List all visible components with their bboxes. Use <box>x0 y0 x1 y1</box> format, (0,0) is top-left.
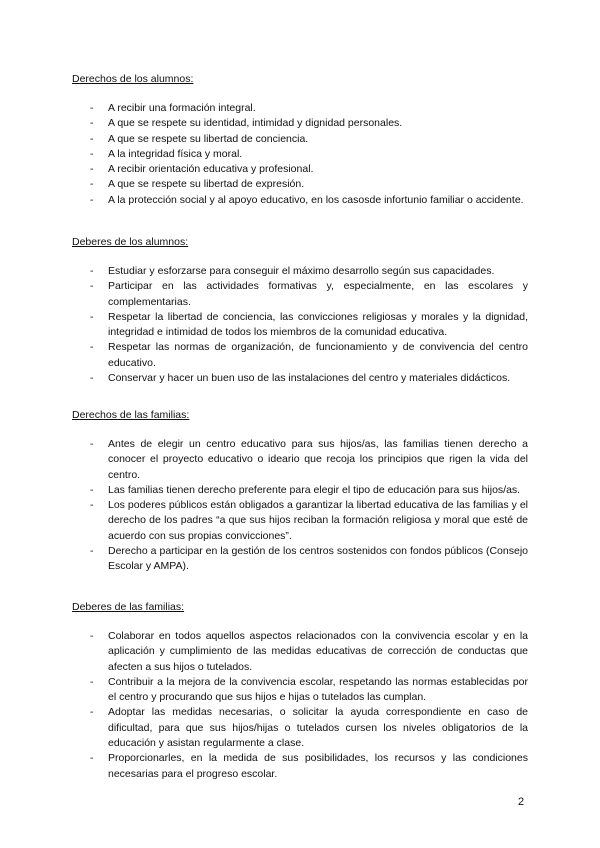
list-item: - Las familias tienen derecho preferente para elegir el tipo de educación para sus hijos/as. <box>72 483 528 498</box>
list-item: - Estudiar y esforzarse para conseguir el máximo desarrollo según sus capacidades. <box>72 264 528 279</box>
bullet-dash: - <box>90 483 94 496</box>
bullet-dash: - <box>90 117 94 130</box>
item-list <box>72 264 528 386</box>
section-deberes-alumnos <box>72 235 528 386</box>
list-item: - Conservar y hacer un buen uso de las instalaciones del centro y materiales didácticos. <box>72 371 528 386</box>
list-item: - A la integridad física y moral. <box>72 147 528 162</box>
bullet-dash: - <box>90 372 94 385</box>
item-list <box>72 101 528 208</box>
list-item: - Participar en las actividades formativas y, especialmente, en las escolares y complementarias. <box>90 280 528 308</box>
bullet-dash: - <box>90 438 94 450</box>
list-item: - Respetar las normas de organización, de funcionamiento y de convivencia del centro educativo. <box>90 341 528 369</box>
list-item: - Contribuir a la mejora de la convivencia escolar, respetando las normas establecidas por el centro y procurando que sus hijos e hijas o tutelados las cumplan. <box>90 675 528 704</box>
list-item: - A que se respete su libertad de conciencia. <box>72 132 528 147</box>
bullet-dash: - <box>90 752 94 765</box>
section-deberes-familias <box>72 600 528 782</box>
bullet-dash: - <box>90 147 94 160</box>
list-item: - Colaborar en todos aquellos aspectos relacionados con la convivencia escolar y en la aplicación y cumplimiento de las medidas educativas de corrección de conductas que afecten a sus hijos o tutelados. <box>90 630 528 673</box>
list-item: - Proporcionarles, en la medida de sus posibilidades, los recursos y las condiciones necesarias para el progreso escolar. <box>90 752 528 780</box>
list-item: - Antes de elegir un centro educativo para sus hijos/as, las familias tienen derecho a conocer el proyecto educativo o ideario que recoja los principios que rigen la vida del centro. <box>90 438 528 481</box>
bullet-dash: - <box>90 706 94 719</box>
bullet-dash: - <box>90 193 94 206</box>
item-list <box>72 629 528 782</box>
item-list <box>72 437 528 575</box>
bullet-dash: - <box>90 545 94 558</box>
bullet-dash: - <box>90 341 94 354</box>
bullet-dash: - <box>90 163 94 176</box>
list-item: - Respetar la libertad de conciencia, las convicciones religiosas y morales y la dignidad, integridad e intimidad de todos los miembros de la comunidad educativa. <box>90 310 528 339</box>
section-derechos-familias <box>72 408 528 575</box>
bullet-dash: - <box>90 178 94 191</box>
list-item: - A recibir una formación integral. <box>72 101 528 116</box>
bullet-dash: - <box>90 499 94 512</box>
list-item: - Los poderes públicos están obligados a garantizar la libertad educativa de las familias y el derecho de los padres “a que sus hijos reciban la formación religiosa y moral que esté de acuerdo con sus propias convicciones”. <box>90 499 528 542</box>
list-item: - Derecho a participar en la gestión de los centros sostenidos con fondos públicos (Consejo Escolar y AMPA). <box>90 545 528 573</box>
list-item: - Adoptar las medidas necesarias, o solicitar la ayuda correspondiente en caso de dificultad, para que sus hijos/hijas o tutelados cursen los niveles obligatorios de la educación y asistan regularmente a clase. <box>90 706 528 750</box>
bullet-dash: - <box>90 102 94 114</box>
section-heading: Deberes de las familias: <box>72 601 185 613</box>
bullet-dash: - <box>90 630 94 642</box>
bullet-dash: - <box>90 265 94 277</box>
section-heading: Deberes de los alumnos: <box>72 236 189 248</box>
list-item: - A que se respete su libertad de expresión. <box>72 177 528 192</box>
section-heading: Derechos de los alumnos: <box>72 73 194 85</box>
bullet-dash: - <box>90 310 94 323</box>
list-item: - A que se respete su identidad, intimidad y dignidad personales. <box>72 116 528 131</box>
bullet-dash: - <box>90 132 94 145</box>
list-item: - A la protección social y al apoyo educativo, en los casosde infortunio familiar o accidente. <box>72 193 528 208</box>
section-heading: Derechos de las familias: <box>72 409 190 421</box>
list-item: - A recibir orientación educativa y profesional. <box>72 162 528 177</box>
page-number: 2 <box>518 796 525 808</box>
section-derechos-alumnos <box>72 72 528 208</box>
bullet-dash: - <box>90 675 94 688</box>
bullet-dash: - <box>90 280 94 293</box>
